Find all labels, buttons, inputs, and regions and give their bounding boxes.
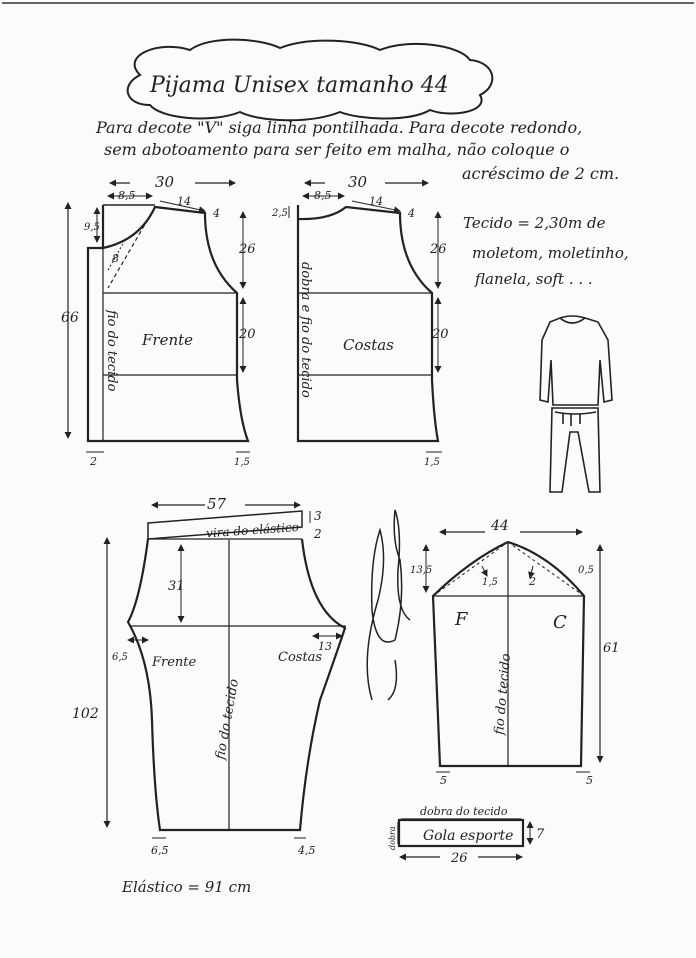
pants-hem-front: 6,5 xyxy=(151,844,169,857)
sleeve-width: 44 xyxy=(491,518,509,534)
collar-fold-side: dobra xyxy=(388,826,397,850)
front-extension: 2 xyxy=(90,455,97,468)
front-bodice-width: 30 xyxy=(155,173,175,191)
pants-rise: 31 xyxy=(168,579,185,594)
sleeve-cuff-right: 5 xyxy=(586,774,593,787)
sleeve-grain-label: fio do tecido xyxy=(492,652,515,736)
collar-height: 7 xyxy=(536,827,545,842)
instructions-line-3: acréscimo de 2 cm. xyxy=(462,164,620,183)
front-shoulder: 14 xyxy=(177,195,191,208)
sleeve-piece xyxy=(426,532,600,772)
pants-front-label: Frente xyxy=(152,655,197,670)
front-shoulder-drop: 4 xyxy=(213,207,220,220)
back-grain-label: dobra e fio do tecido xyxy=(298,262,313,398)
collar-width: 26 xyxy=(451,851,468,866)
sleeve-front-label: F xyxy=(455,609,468,630)
back-neck-width: 8,5 xyxy=(314,189,332,202)
signature-image xyxy=(367,510,410,700)
collar-fold-top: dobra do tecido xyxy=(420,805,508,818)
sleeve-curve-front: 1,5 xyxy=(482,577,498,588)
front-length: 66 xyxy=(61,310,79,326)
collar-label: Gola esporte xyxy=(423,828,514,844)
front-hem: 1,5 xyxy=(234,457,250,468)
fabric-line-1: Tecido = 2,30m de xyxy=(463,214,606,232)
sleeve-cap: 13,5 xyxy=(410,565,433,576)
page-title: Pijama Unisex tamanho 44 xyxy=(150,73,449,98)
back-bodice-width: 30 xyxy=(348,173,368,191)
instructions-line-1: Para decote "V" siga linha pontilhada. Para decote redondo, xyxy=(96,118,583,137)
back-shoulder: 14 xyxy=(369,195,383,208)
back-armhole: 26 xyxy=(430,242,447,257)
front-bodice-label: Frente xyxy=(142,331,194,349)
instructions-line-2: sem abotoamento para ser feito em malha, não coloque o xyxy=(104,140,570,159)
sleeve-cap-offset: 0,5 xyxy=(578,565,594,576)
back-hem: 1,5 xyxy=(424,457,440,468)
sleeve-length: 61 xyxy=(603,641,620,656)
front-neck-width: 8,5 xyxy=(118,189,136,202)
pants-band: 3 xyxy=(314,509,322,523)
front-waist-seg: 20 xyxy=(239,327,256,342)
back-neck-depth: 2,5 xyxy=(272,208,288,219)
pants-width: 57 xyxy=(207,495,227,513)
front-v-depth: 8 xyxy=(112,252,119,265)
fabric-line-3: flanela, soft . . . xyxy=(475,270,593,288)
pants-front-crotch: 6,5 xyxy=(112,652,128,663)
back-waist-seg: 20 xyxy=(432,327,449,342)
fabric-line-2: moletom, moletinho, xyxy=(472,244,629,262)
pants-grain-label: fio do tecido xyxy=(213,677,243,761)
title-cloud xyxy=(128,40,493,121)
pants-back-crotch: 13 xyxy=(318,640,332,653)
back-bodice-label: Costas xyxy=(343,336,394,354)
pants-hem-back: 4,5 xyxy=(298,844,316,857)
front-armhole: 26 xyxy=(239,242,256,257)
pants-back-label: Costas xyxy=(278,650,323,665)
pants-waistband-label: vira do elástico xyxy=(205,519,300,541)
elastic-note: Elástico = 91 cm xyxy=(122,878,252,896)
pants-piece xyxy=(107,505,346,838)
sleeve-cuff-left: 5 xyxy=(440,774,447,787)
pants-length: 102 xyxy=(72,706,99,722)
front-neck-depth: 9,5 xyxy=(84,222,100,233)
front-grain-label: fio do tecido xyxy=(104,310,119,392)
pants-band-offset: 2 xyxy=(314,527,322,541)
sleeve-curve-back: 2 xyxy=(529,575,536,588)
pajama-sketch-image xyxy=(540,316,612,492)
back-shoulder-drop: 4 xyxy=(408,207,415,220)
sleeve-back-label: C xyxy=(553,612,567,633)
